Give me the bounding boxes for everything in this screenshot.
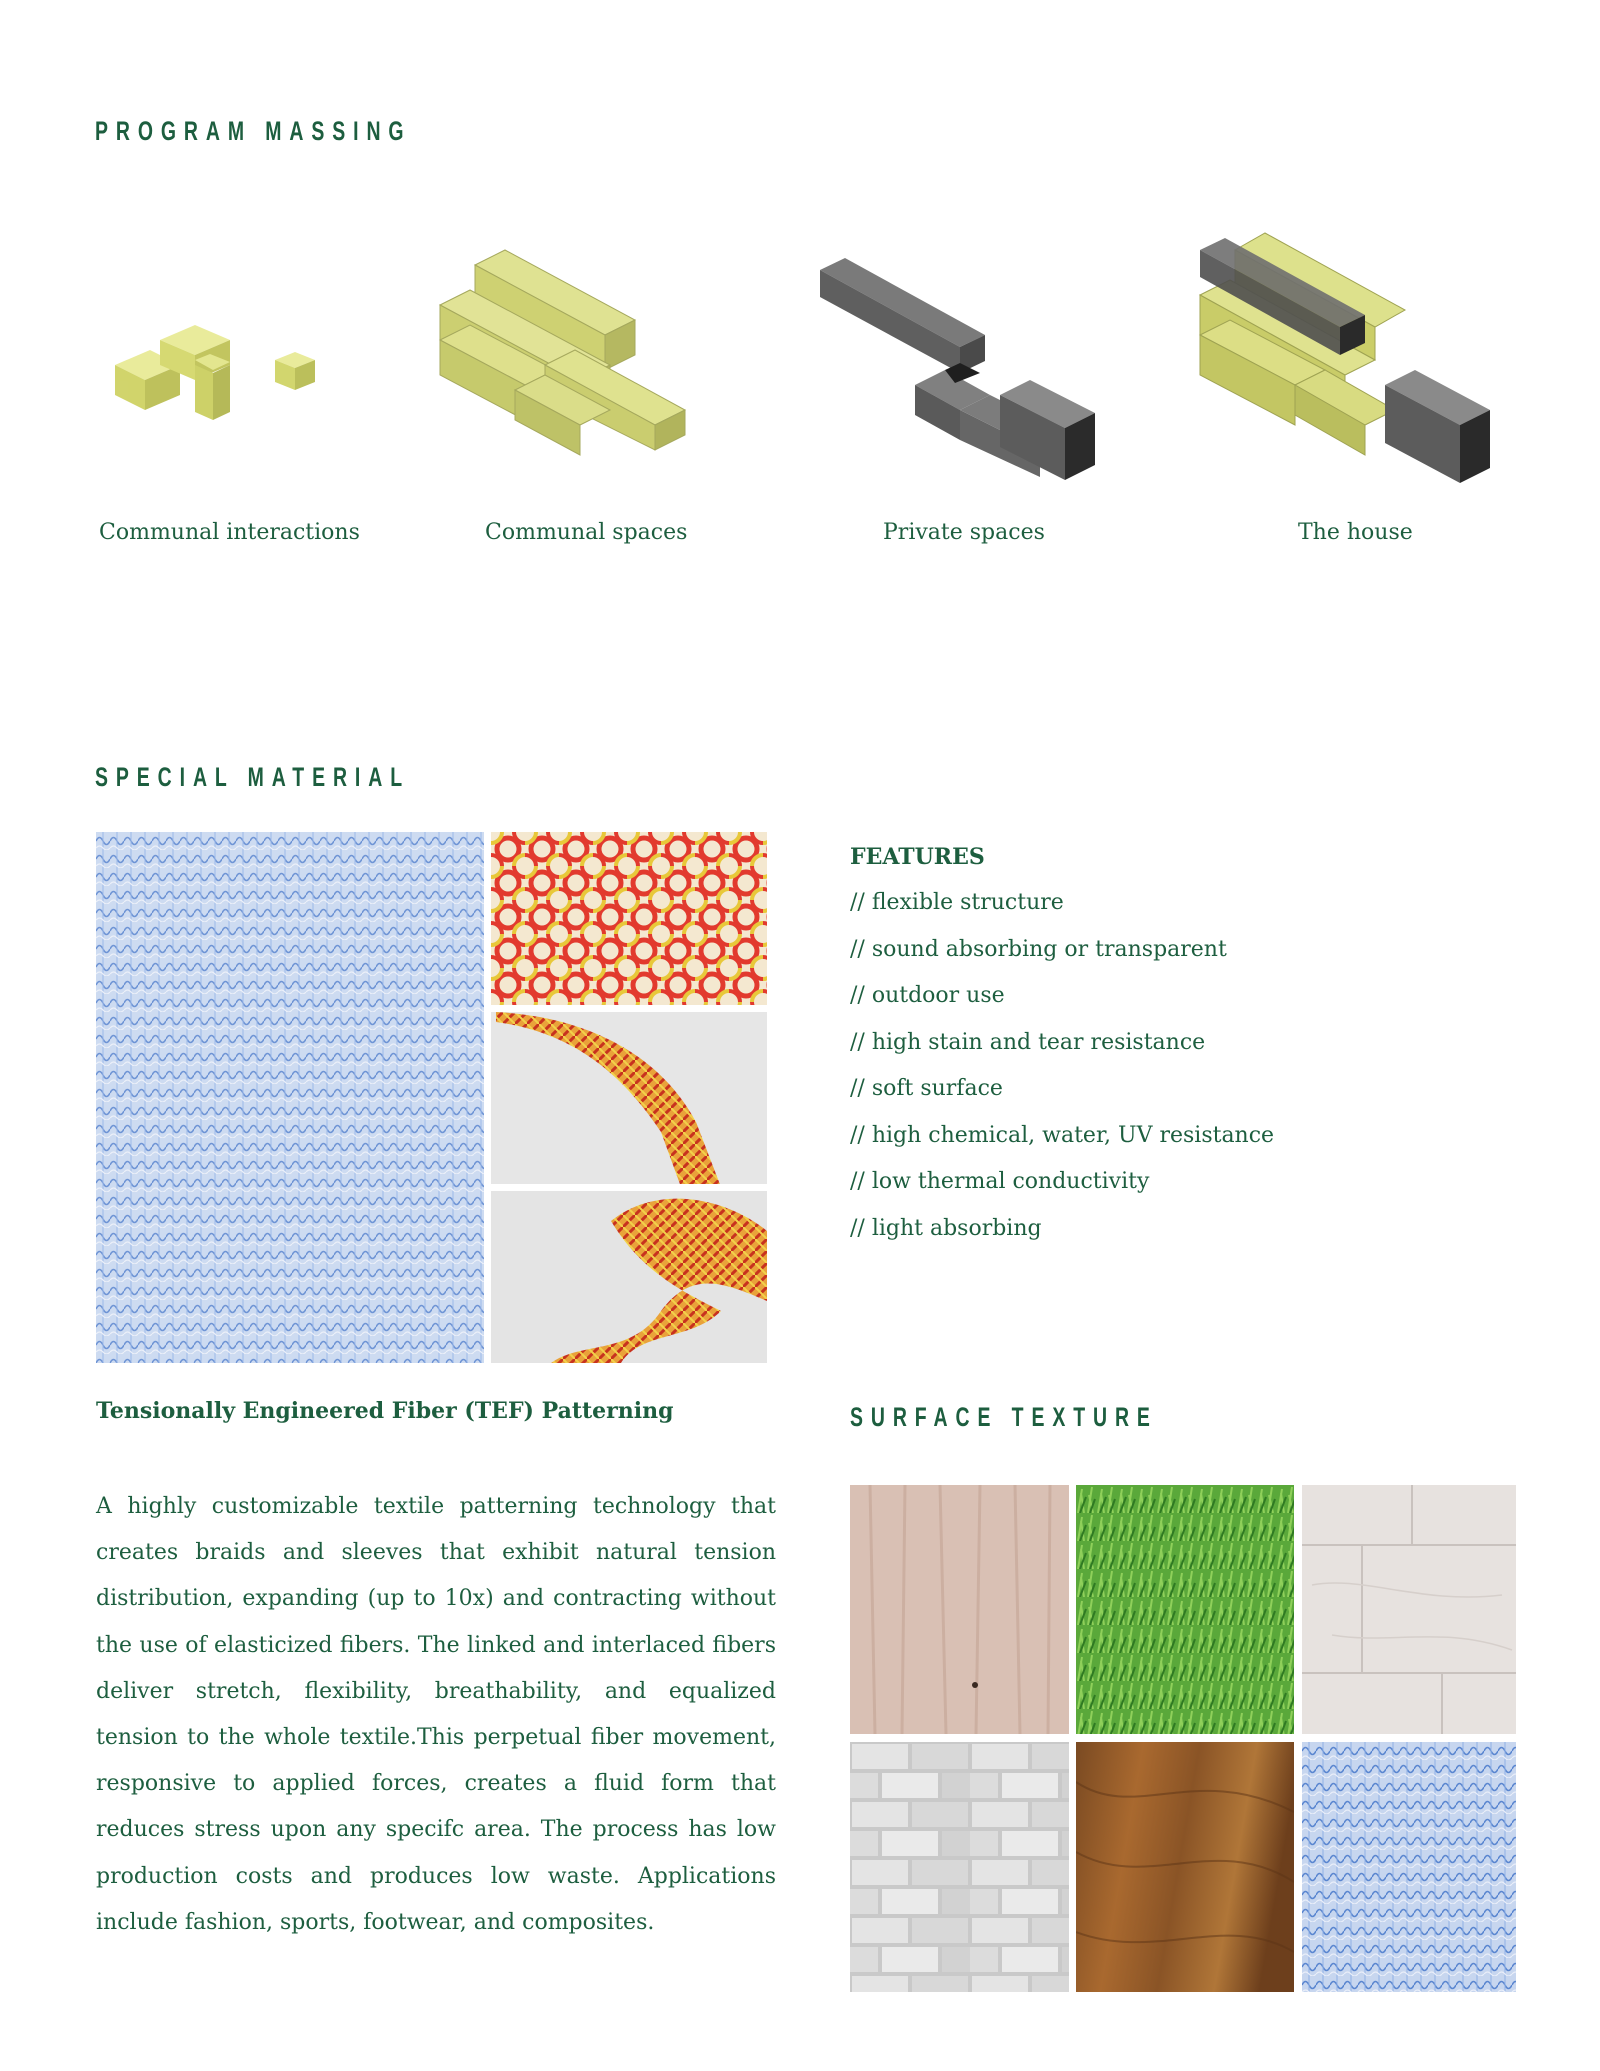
- blue-knit-textile-image: [96, 832, 484, 1363]
- surface-texture-heading: SURFACE TEXTURE: [850, 1402, 1158, 1432]
- feature-item: // low thermal conductivity: [850, 1169, 1150, 1194]
- massing-label-private-spaces: Private spaces: [883, 520, 1045, 545]
- blue-knit-texture: [1302, 1742, 1516, 1992]
- grass-texture: [1076, 1485, 1294, 1734]
- grey-block-massing-icon: [815, 255, 1105, 485]
- tef-caption-title: Tensionally Engineered Fiber (TEF) Patterning: [96, 1398, 674, 1424]
- braided-sleeve-image: [491, 1012, 767, 1184]
- tef-caption-body: A highly customizable textile patterning technology that creates braids and sleeves that exhibit natural tension distribution, expanding (up to 10x) and contracting without the use of elasticized fibers. The linked and interlaced fibers deliver stretch, flexibility, breathability, and equalized tension to the whole textile.This perpetual fiber movement, responsive to applied forces, creates a fluid form that reduces stress upon any specifc area. The process has low production costs and produces low waste. Applications include fashion, sports, footwear, and composites.: [96, 1494, 776, 1935]
- features-list: [850, 842, 1274, 1260]
- features-title: FEATURES: [850, 844, 985, 870]
- marble-tiles-texture: [1302, 1485, 1516, 1734]
- yellow-block-stack-massing-icon: [435, 245, 705, 465]
- massing-label-communal-spaces: Communal spaces: [485, 520, 688, 545]
- massing-label-communal-interactions: Communal interactions: [99, 520, 360, 545]
- feature-item: // high stain and tear resistance: [850, 1029, 1206, 1055]
- special-material-heading: SPECIAL MATERIAL: [95, 762, 411, 792]
- red-yellow-mesh-image: [491, 832, 767, 1005]
- feature-item: // light absorbing: [850, 1215, 1042, 1241]
- yellow-cubes-massing-icon: [105, 310, 335, 430]
- twisted-sleeve-image: [491, 1191, 767, 1363]
- feature-item: // soft surface: [850, 1076, 1003, 1101]
- feature-item: // flexible structure: [850, 890, 1064, 915]
- feature-item: // outdoor use: [850, 983, 1005, 1008]
- light-wood-texture: [850, 1485, 1069, 1734]
- white-brick-texture: [850, 1742, 1069, 1992]
- feature-item: // high chemical, water, UV resistance: [850, 1122, 1275, 1148]
- combined-house-massing-icon: [1195, 225, 1500, 490]
- program-massing-heading: PROGRAM MASSING: [95, 116, 412, 146]
- walnut-wood-texture: [1076, 1742, 1294, 1992]
- massing-label-the-house: The house: [1298, 520, 1413, 545]
- feature-item: // sound absorbing or transparent: [850, 936, 1227, 962]
